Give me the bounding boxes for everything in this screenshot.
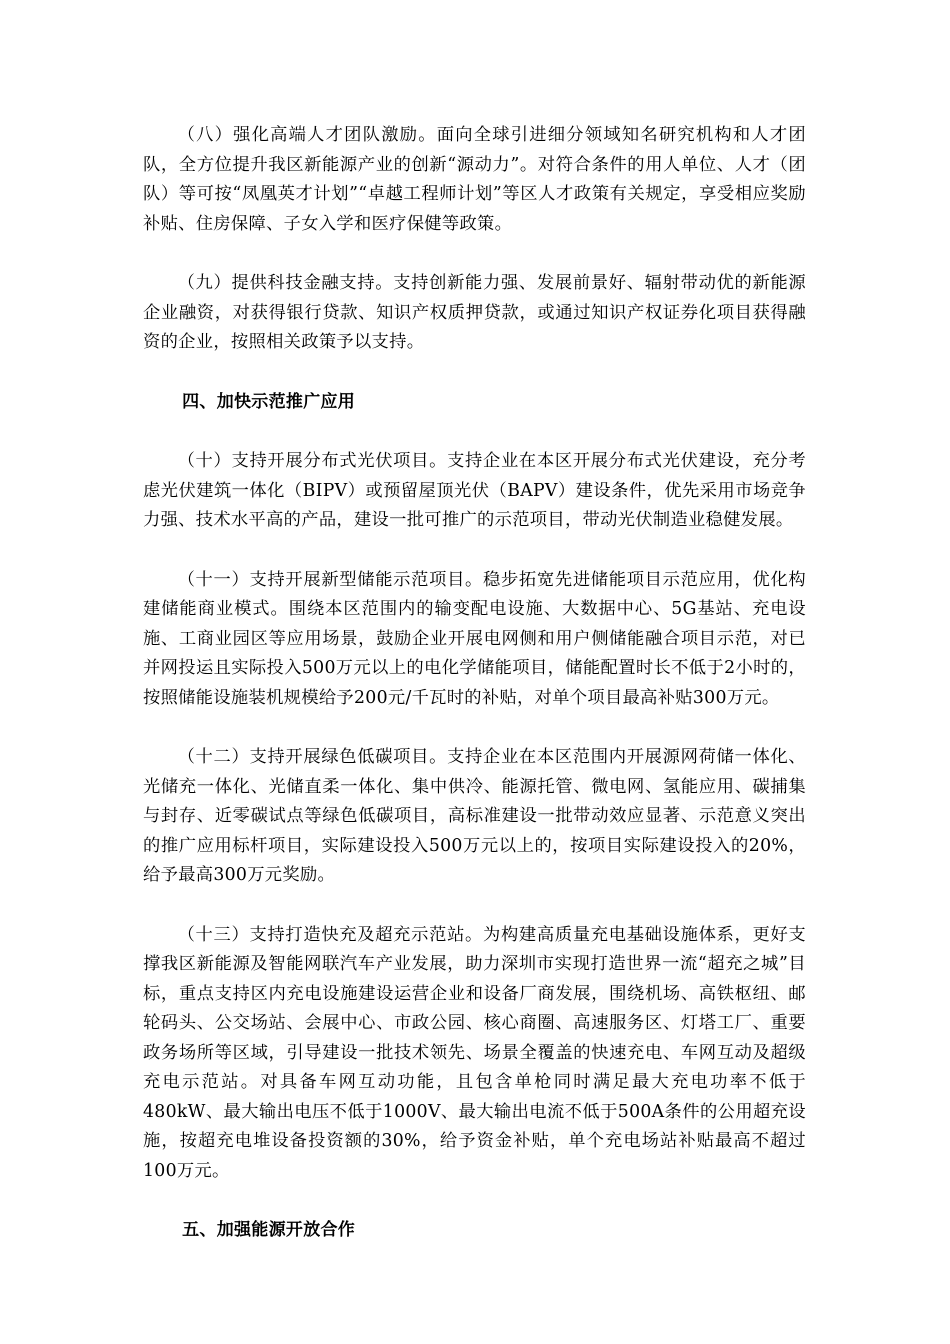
document-body — [143, 121, 806, 1276]
paragraph-fast-charging: （十三）支持打造快充及超充示范站。为构建高质量充电基础设施体系，更好支撑我区新能源及智能网联汽车产业发展，助力深圳市实现打造世界一流“超充之城”目标，重点支持区内充电设施建设运营企业和设备厂商发展，围绕机场、高铁枢纽、邮轮码头、公交场站、会展中心、市政公园、核心商圈、高速服务区、灯塔工厂、重要政务场所等区域，引导建设一批技术领先、场景全覆盖的快速充电、车网互动及超级充电示范站。对具备车网互动功能，且包含单枪同时满足最大充电功率不低于480kW、最大输出电压不低于1000V、最大输出电流不低于500A条件的公用超充设施，按超充电堆设备投资额的30%，给予资金补贴，单个充电场站补贴最高不超过100万元。 — [143, 924, 806, 1181]
paragraph-green-low-carbon: （十二）支持开展绿色低碳项目。支持企业在本区范围内开展源网荷储一体化、光储充一体化、光储直柔一体化、集中供冷、能源托管、微电网、氢能应用、碳捕集与封存、近零碳试点等绿色低碳项目，高标准建设一批带动效应显著、示范意义突出的推广应用标杆项目，实际建设投入500万元以上的，按项目实际建设投入的20%，给予最高300万元奖励。 — [143, 747, 806, 885]
paragraph-distributed-pv: （十）支持开展分布式光伏项目。支持企业在本区开展分布式光伏建设，充分考虑光伏建筑一体化（BIPV）或预留屋顶光伏（BAPV）建设条件，优先采用市场竞争力强、技术水平高的产品，建设一批可推广的示范项目，带动光伏制造业稳健发展。 — [143, 451, 806, 530]
paragraph-talent-team-incentive: （八）强化高端人才团队激励。面向全球引进细分领域知名研究机构和人才团队，全方位提升我区新能源产业的创新“源动力”。对符合条件的用人单位、人才（团队）等可按“凤凰英才计划”“卓越工程师计划”等区人才政策有关规定，享受相应奖励补贴、住房保障、子女入学和医疗保健等政策。 — [143, 125, 806, 234]
paragraph-tech-finance-support: （九）提供科技金融支持。支持创新能力强、发展前景好、辐射带动优的新能源企业融资，对获得银行贷款、知识产权质押贷款，或通过知识产权证券化项目获得融资的企业，按照相关政策予以支持。 — [143, 273, 806, 352]
section-heading-cooperation: 五、加强能源开放合作 — [182, 1220, 356, 1240]
section-heading-demonstration: 四、加快示范推广应用 — [182, 391, 356, 412]
paragraph-energy-storage: （十一）支持开展新型储能示范项目。稳步拓宽先进储能项目示范应用，优化构建储能商业模式。围绕本区范围内的输变配电设施、大数据中心、5G基站、充电设施、工商业园区等应用场景，鼓励企业开展电网侧和用户侧储能融合项目示范，对已并网投运且实际投入500万元以上的电化学储能项目，储能配置时长不低于2小时的，按照储能设施装机规模给予200元/千瓦时的补贴，对单个项目最高补贴300万元。 — [143, 569, 806, 708]
